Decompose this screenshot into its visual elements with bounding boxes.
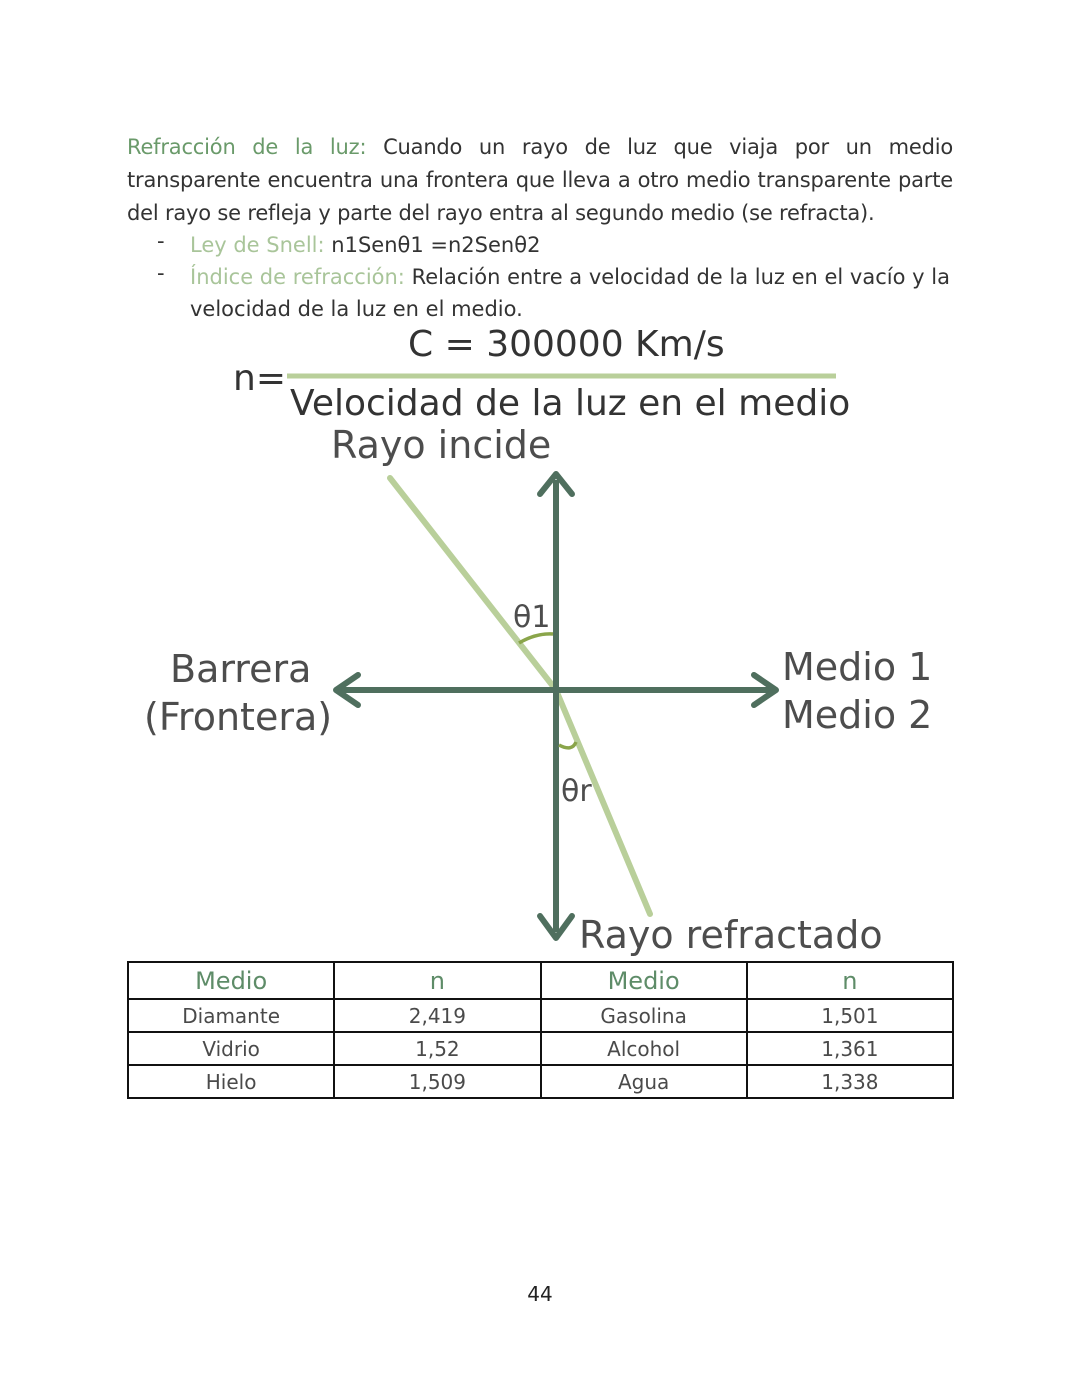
- table-cell: 1,361: [747, 1032, 953, 1065]
- paragraph-body: Cuando un rayo de luz que viaja por un medio transparente encuentra una frontera que lleva a otro medio transparente parte del rayo se refleja y parte del rayo entra al segundo medio (se refracta).: [127, 135, 953, 225]
- refracted-ray-label: Rayo refractado: [579, 913, 883, 957]
- header-n-2: n: [747, 962, 953, 999]
- formula-denominator: Velocidad de la luz en el medio: [290, 383, 851, 424]
- paragraph-heading: Refracción de la luz:: [127, 135, 367, 159]
- theta-r-arc: [559, 742, 576, 748]
- table-row: [128, 1032, 953, 1065]
- barrier-label-line1: Barrera: [170, 647, 312, 691]
- medium-1-label: Medio 1: [782, 645, 933, 689]
- formula-lhs: n=: [233, 358, 286, 399]
- header-n-1: n: [334, 962, 540, 999]
- bullet-index-text: Relación entre a velocidad de la luz en el vacío y la: [411, 265, 950, 289]
- table-cell: Vidrio: [128, 1032, 334, 1065]
- refraction-index-table: [127, 961, 954, 1099]
- table-cell: Alcohol: [541, 1032, 747, 1065]
- header-medium-1: Medio: [128, 962, 334, 999]
- theta1-label: θ1: [513, 600, 551, 635]
- formula-numerator: C = 300000 Km/s: [408, 324, 725, 365]
- table-cell: 1,52: [334, 1032, 540, 1065]
- table-cell: Hielo: [128, 1065, 334, 1098]
- table-cell: Gasolina: [541, 999, 747, 1032]
- incident-ray: [390, 478, 556, 690]
- table-cell: 1,501: [747, 999, 953, 1032]
- table-cell: 1,338: [747, 1065, 953, 1098]
- bullet-index-continued: velocidad de la luz en el medio.: [190, 297, 523, 321]
- header-medium-2: Medio: [541, 962, 747, 999]
- table-cell: Agua: [541, 1065, 747, 1098]
- bullet-snell-label: Ley de Snell:: [190, 233, 325, 257]
- table-header-row: [128, 962, 953, 999]
- barrier-label-line2: (Frontera): [144, 695, 333, 739]
- medium-2-label: Medio 2: [782, 693, 933, 737]
- bullet-dash-2: -: [157, 261, 165, 285]
- table-cell: Diamante: [128, 999, 334, 1032]
- bullet-index-label: Índice de refracción:: [190, 265, 405, 289]
- table-row: [128, 1065, 953, 1098]
- table-cell: 2,419: [334, 999, 540, 1032]
- page-number: 44: [527, 1282, 553, 1306]
- table-cell: 1,509: [334, 1065, 540, 1098]
- table-row: [128, 999, 953, 1032]
- bullet-snell-text: n1Senθ1 =n2Senθ2: [331, 233, 541, 257]
- incident-ray-label: Rayo incide: [331, 423, 552, 467]
- theta-r-label: θr: [561, 774, 592, 809]
- bullet-dash-1: -: [157, 229, 165, 253]
